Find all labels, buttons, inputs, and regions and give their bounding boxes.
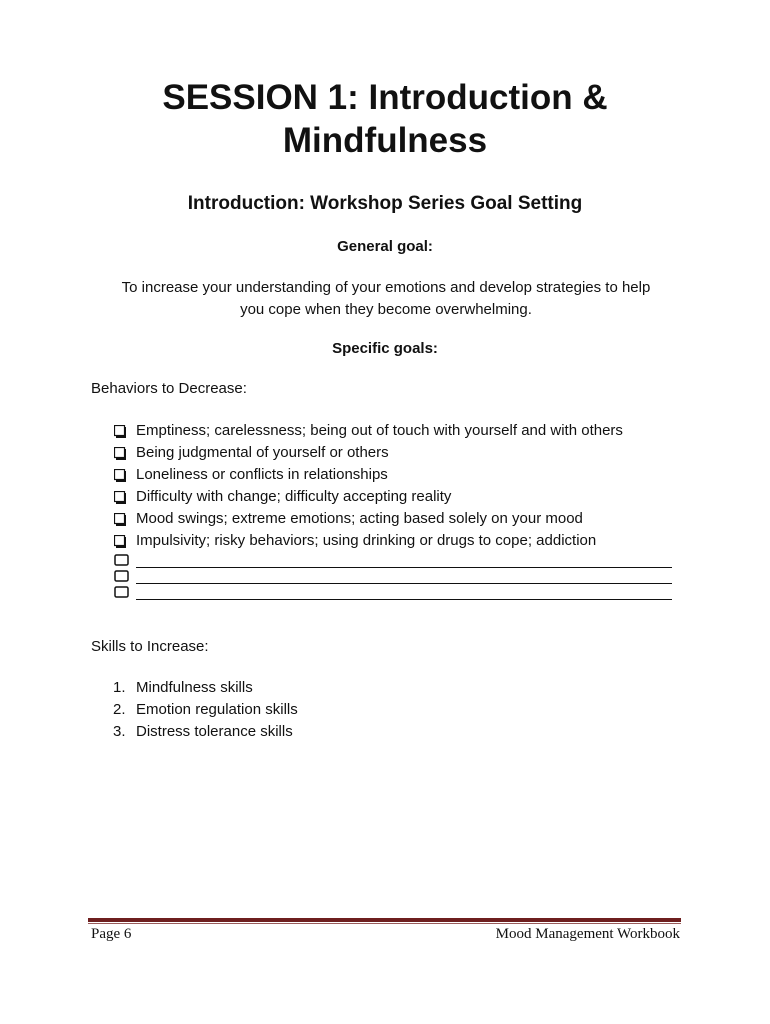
footer-book-title: Mood Management Workbook (495, 926, 680, 942)
checklist-item (114, 442, 672, 464)
checklist-item-text: Mood swings; extreme emotions; acting based solely on your mood (136, 510, 583, 527)
shadowed-checkbox-icon (114, 513, 130, 526)
write-in-blank-line (136, 552, 672, 568)
skills-list-item (113, 699, 298, 721)
checklist-item (114, 420, 672, 442)
checklist-blank-item (114, 568, 672, 584)
skills-to-increase-label: Skills to Increase: (91, 638, 209, 655)
general-goal-text (90, 277, 682, 321)
checklist-item (114, 486, 672, 508)
checklist-item (114, 464, 672, 486)
checklist-item-text: Emptiness; carelessness; being out of touch with yourself and with others (136, 422, 623, 439)
write-in-blank-line (136, 584, 672, 600)
shadowed-checkbox-icon (114, 491, 130, 504)
specific-goals-heading: Specific goals: (332, 340, 438, 357)
general-goal-line-1: To increase your understanding of your emotions and develop strategies to help (121, 279, 651, 296)
footer-divider (88, 918, 681, 922)
behaviors-to-decrease-label: Behaviors to Decrease: (91, 380, 247, 397)
checkbox-icon (114, 570, 130, 583)
checklist-item-text: Impulsivity; risky behaviors; using drinking or drugs to cope; addiction (136, 532, 597, 549)
checklist-item (114, 530, 672, 552)
list-number: 1. (113, 679, 126, 696)
checkbox-icon (114, 586, 130, 599)
general-goal-line-2: you cope when they become overwhelming. (240, 301, 532, 318)
page-title-line-1: SESSION 1: Introduction & (162, 78, 608, 117)
skills-list-item-text: Mindfulness skills (136, 679, 253, 696)
general-goal-heading: General goal: (337, 238, 433, 255)
checklist-blank-item (114, 584, 672, 600)
checklist-item-text: Loneliness or conflicts in relationships (136, 466, 388, 483)
write-in-blank-line (136, 568, 672, 584)
skills-list-item (113, 677, 298, 699)
checklist-item-text: Difficulty with change; difficulty accepting reality (136, 488, 452, 505)
shadowed-checkbox-icon (114, 425, 130, 438)
shadowed-checkbox-icon (114, 535, 130, 548)
page-title (0, 76, 770, 162)
section-subtitle: Introduction: Workshop Series Goal Setting (187, 193, 583, 214)
page-title-line-2: Mindfulness (282, 121, 488, 160)
skills-list-item-text: Emotion regulation skills (136, 701, 298, 718)
footer-divider-thin (88, 923, 681, 924)
list-number: 2. (113, 701, 126, 718)
list-number: 3. (113, 723, 126, 740)
skills-list-item-text: Distress tolerance skills (136, 723, 293, 740)
shadowed-checkbox-icon (114, 469, 130, 482)
checklist-item-text: Being judgmental of yourself or others (136, 444, 389, 461)
behaviors-checklist (114, 420, 672, 600)
checklist-blank-item (114, 552, 672, 568)
skills-list (113, 677, 298, 743)
checkbox-icon (114, 554, 130, 567)
skills-list-item (113, 721, 298, 743)
footer-page-number: Page 6 (91, 926, 132, 942)
checklist-item (114, 508, 672, 530)
shadowed-checkbox-icon (114, 447, 130, 460)
